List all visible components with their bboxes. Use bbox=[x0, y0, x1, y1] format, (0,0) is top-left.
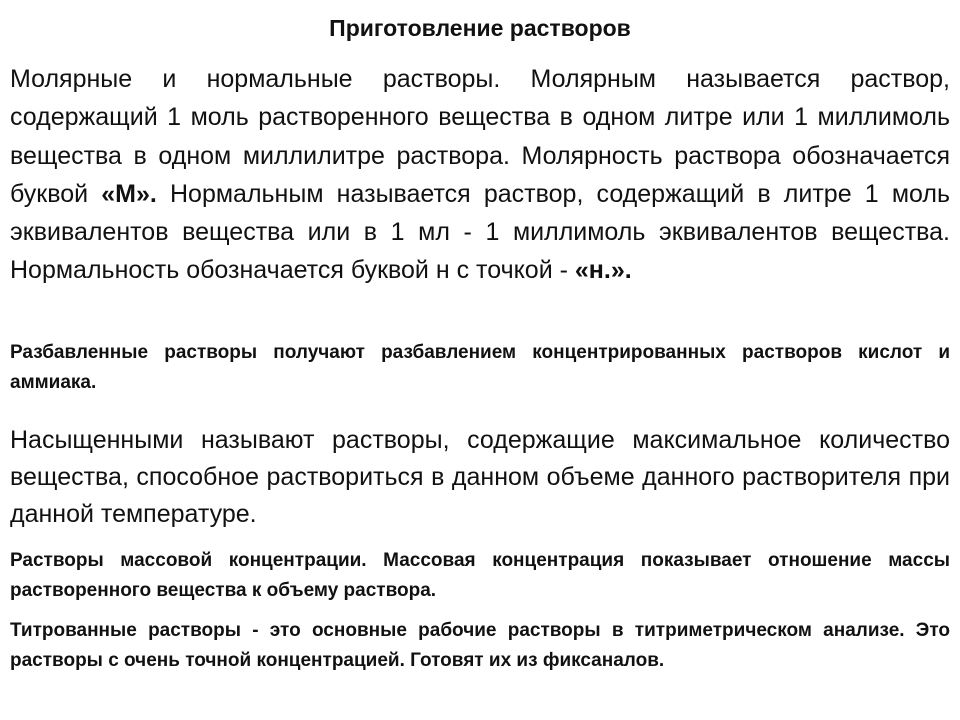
mass-concentration-paragraph: Растворы массовой концентрации. Массовая концентрация показывает отношение массы растворенного вещества к объему раствора. bbox=[10, 550, 950, 601]
dilute-paragraph: Разбавленные растворы получают разбавлением концентрированных растворов кислот и аммиака. bbox=[10, 342, 950, 393]
molar-text-part2: Нормальным называется раствор, содержащий в литре 1 моль эквивалентов вещества или в 1 мл - 1 миллимоль эквивалентов вещества. Нормальность обозначается буквой н с точкой - bbox=[10, 179, 950, 285]
titrated-paragraph: Титрованные растворы - это основные рабочие растворы в титриметрическом анализе. Это растворы с очень точной концентрацией. Готовят их из фиксаналов. bbox=[10, 620, 950, 671]
slide-title: Приготовление растворов bbox=[329, 15, 631, 41]
normal-symbol: «н.». bbox=[574, 256, 632, 285]
molar-normal-paragraph bbox=[10, 60, 950, 290]
saturated-paragraph: Насыщенными называют растворы, содержащие максимальное количество вещества, способное раствориться в данном объеме данного растворителя при данной температуре. bbox=[10, 426, 950, 528]
molar-symbol: «М». bbox=[101, 179, 157, 208]
molar-text-part1: Молярные и нормальные растворы. Молярным называется раствор, содержащий 1 моль растворенного вещества в одном литре или 1 миллимоль вещества в одном миллилитре раствора. Молярность раствора обозначается буквой bbox=[10, 65, 950, 208]
